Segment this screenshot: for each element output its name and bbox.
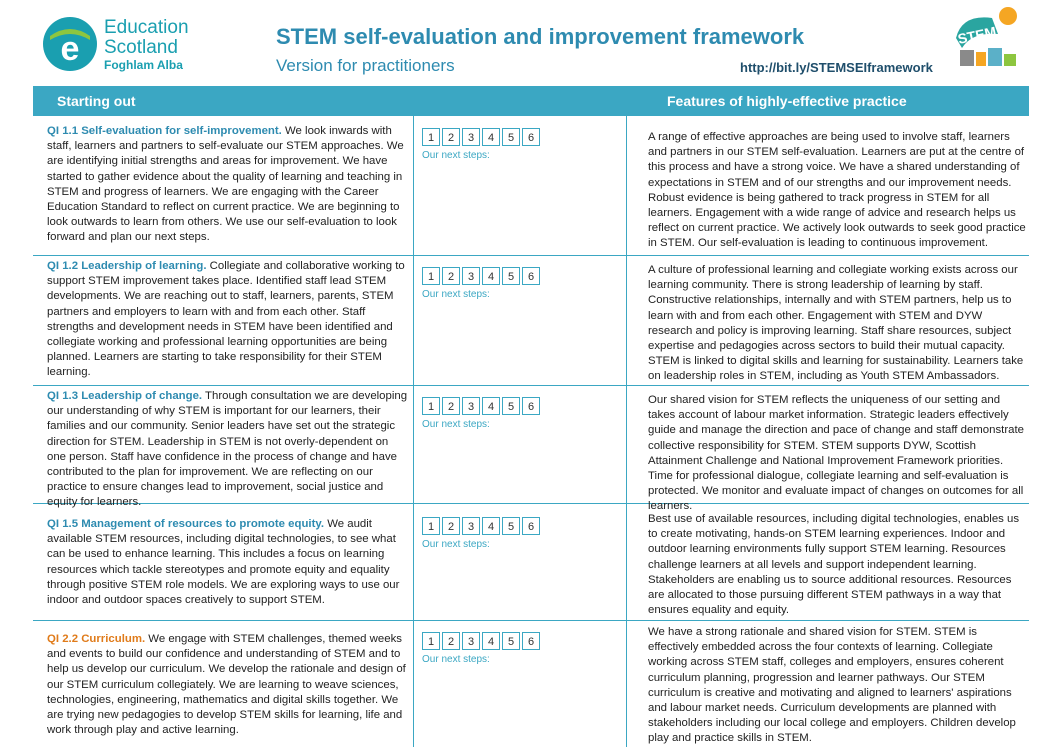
framework-link[interactable]: http://bit.ly/STEMSEIframework xyxy=(740,60,933,75)
rating-box-5[interactable]: 5 xyxy=(502,517,520,535)
qi-heading: QI 1.5 Management of resources to promote equity. xyxy=(47,518,325,530)
rating-box-5[interactable]: 5 xyxy=(502,128,520,146)
rating-box-1[interactable]: 1 xyxy=(422,517,440,535)
stem-logo-icon xyxy=(952,4,1022,74)
rating-box-3[interactable]: 3 xyxy=(462,128,480,146)
rating-box-5[interactable]: 5 xyxy=(502,632,520,650)
next-steps-label: Our next steps: xyxy=(422,654,490,665)
rating-box-1[interactable]: 1 xyxy=(422,397,440,415)
starting-out-text: Collegiate and collaborative working to support STEM improvement takes place. Identified staff lead STEM developments. We are reaching out to staff, learners, parents, STEM partners and employers to learn with and from each other. Staff strengths and development needs in STEM have been identified and collegiate working and professional learning opportunities are being planned. Learners are starting to take responsibility for their STEM learning. xyxy=(47,260,405,379)
highly-effective-cell: A culture of professional learning and collegiate working exists across our learning community. There is strong leadership of learning by staff. Constructive relationships, internally and with STEM partners, help us to learn with and from each other. Engagement with STEM and DYW research and policy is improving learning. Staff share resources, subject expertise and pedagogies across sectors to build their mutual capacity. STEM is linked to digital skills and learning for sustainability. Learners take on leadership roles in STEM, including as Youth STEM Ambassadors. xyxy=(648,264,1024,383)
rating-box-1[interactable]: 1 xyxy=(422,267,440,285)
highly-effective-cell: We have a strong rationale and shared vision for STEM. STEM is effectively embedded across the four contexts of learning. Collegiate working across STEM staff, colleges and employers, ensures coherent curriculum planning, progression and learner pathways. Our STEM curriculum is creative and motivating and aligned to learners' aspirations and labour market needs. Curriculum developments are planned with stakeholders including our local college and employers. Children develop play and practice skills in STEM. xyxy=(648,626,1016,745)
row-divider-2 xyxy=(33,385,1029,386)
rating-box-1[interactable]: 1 xyxy=(422,128,440,146)
starting-out-text: We look inwards with staff, learners and partners to self-evaluate our STEM approaches. We are identifying initial strengths and areas for improvement. We have started to gather evidence about the quality of learning and teaching in STEM and progress of learners. We are engaging with the Career Education Standard to reflect on current practice. We are beginning to look outwards to learn from others. We use our self-evaluation to look forward and plan our next steps. xyxy=(47,125,404,244)
highly-effective-cell: A range of effective approaches are being used to involve staff, learners and partners in our STEM self-evaluation. Learners are put at the centre of this process and have a strong voice. We have a shared understanding of expectations in STEM and of our strengths and our improvement needs. Robust evidence is being gathered to track progress in STEM for all learners. Engagement with a wide range of advice and research helps us reflect on current practice. We actively look outwards to seek good practice in STEM. Our self-evaluation is leading to continuous improvement. xyxy=(648,131,1026,250)
header-highly-effective: Features of highly-effective practice xyxy=(667,93,907,109)
next-steps-label: Our next steps: xyxy=(422,539,490,550)
starting-out-cell xyxy=(47,124,409,246)
rating-box-2[interactable]: 2 xyxy=(442,397,460,415)
rating-scale xyxy=(422,128,542,146)
highly-effective-cell: Best use of available resources, including digital technologies, enables us to create motivating, hands-on STEM learning experiences. Indoor and outdoor learning environments fully support STEM learning. Resources challenge learners at all levels and support independent learning. Stakeholders are enabling us to source additional resources. Resources are allocated to those pursuing different STEM pathways in a way that ensures equality and equity. xyxy=(648,513,1020,617)
svg-text:e: e xyxy=(60,30,80,68)
starting-out-text: We audit available STEM resources, including digital technologies, to see what can be used to enhance learning. This includes a focus on learning resources which tackle stereotypes and promote equity and equality through positive STEM role models. We are exploring ways to use our indoor and outdoor spaces creatively to support STEM. xyxy=(47,518,400,607)
column-divider-1 xyxy=(413,116,414,747)
rating-box-3[interactable]: 3 xyxy=(462,632,480,650)
starting-out-cell xyxy=(47,517,409,608)
rating-scale xyxy=(422,517,542,535)
starting-out-cell xyxy=(47,259,409,381)
rating-cell xyxy=(422,632,542,665)
rating-box-2[interactable]: 2 xyxy=(442,517,460,535)
rating-box-5[interactable]: 5 xyxy=(502,267,520,285)
next-steps-label: Our next steps: xyxy=(422,289,490,300)
rating-cell xyxy=(422,267,542,300)
logo-text-foghlam: Foghlam Alba xyxy=(104,58,183,72)
rating-box-2[interactable]: 2 xyxy=(442,128,460,146)
education-scotland-logo xyxy=(42,14,192,74)
column-divider-2 xyxy=(626,116,627,747)
rating-box-4[interactable]: 4 xyxy=(482,267,500,285)
starting-out-text: Through consultation we are developing our understanding of why STEM is important for our learners, their families and our community. Senior leaders have set out the strategic direction for STEM. Leadership in STEM is not overly-dependent on one person. Staff have confidence in the process of change and have contributed to the plan for improvement. We are reflecting on our practice to ensure changes lead to improvement, social justice and equity for learners. xyxy=(47,390,408,509)
rating-box-6[interactable]: 6 xyxy=(522,128,540,146)
qi-heading: QI 2.2 Curriculum. xyxy=(47,633,146,645)
rating-box-6[interactable]: 6 xyxy=(522,267,540,285)
qi-heading: QI 1.2 Leadership of learning. xyxy=(47,260,207,272)
rating-box-1[interactable]: 1 xyxy=(422,632,440,650)
qi-heading: QI 1.1 Self-evaluation for self-improvement. xyxy=(47,125,282,137)
rating-box-6[interactable]: 6 xyxy=(522,517,540,535)
highly-effective-cell: Our shared vision for STEM reflects the uniqueness of our setting and takes account of labour market information. Strategic leaders effectively guide and manage the direction and pace of change and staff demonstrate collective responsibility for STEM. STEM supports DYW, Scottish Attainment Challenge and National Improvement Framework priorities. Time for professional dialogue, collegiate learning and self-evaluation is protected. We monitor and evaluate impact of changes on outcomes for all learners. xyxy=(648,394,1024,513)
rating-box-4[interactable]: 4 xyxy=(482,397,500,415)
rating-cell xyxy=(422,397,542,430)
header-starting-out: Starting out xyxy=(57,93,136,109)
logo-text-education: Education xyxy=(104,17,189,38)
rating-box-2[interactable]: 2 xyxy=(442,632,460,650)
rating-box-3[interactable]: 3 xyxy=(462,267,480,285)
qi-heading: QI 1.3 Leadership of change. xyxy=(47,390,203,402)
row-divider-4 xyxy=(33,620,1029,621)
page-title: STEM self-evaluation and improvement framework xyxy=(276,24,805,49)
education-scotland-mark-icon xyxy=(42,16,98,72)
starting-out-text: We engage with STEM challenges, themed weeks and events to build our confidence and understanding of STEM and to help us develop our curriculum. We develop the rationale and design of our STEM curriculum collegiately. We are learning to weave sciences, technologies, engineering, mathematics and digital skills together. We are trying new pedagogies to develop STEM skills for learning, life and work through play and active learning. xyxy=(47,633,406,737)
logo-text-scotland: Scotland xyxy=(104,37,178,58)
page-subtitle: Version for practitioners xyxy=(276,56,455,75)
rating-box-6[interactable]: 6 xyxy=(522,397,540,415)
rating-scale xyxy=(422,632,542,650)
rating-box-6[interactable]: 6 xyxy=(522,632,540,650)
starting-out-cell xyxy=(47,632,409,738)
rating-cell xyxy=(422,128,542,161)
rating-scale xyxy=(422,267,542,285)
rating-box-3[interactable]: 3 xyxy=(462,517,480,535)
table-header-bar xyxy=(33,86,1029,116)
next-steps-label: Our next steps: xyxy=(422,150,490,161)
rating-box-5[interactable]: 5 xyxy=(502,397,520,415)
row-divider-1 xyxy=(33,255,1029,256)
rating-scale xyxy=(422,397,542,415)
next-steps-label: Our next steps: xyxy=(422,419,490,430)
rating-box-2[interactable]: 2 xyxy=(442,267,460,285)
rating-box-3[interactable]: 3 xyxy=(462,397,480,415)
rating-box-4[interactable]: 4 xyxy=(482,517,500,535)
svg-text:STEM: STEM xyxy=(956,23,998,47)
starting-out-cell xyxy=(47,389,409,511)
rating-box-4[interactable]: 4 xyxy=(482,128,500,146)
rating-cell xyxy=(422,517,542,550)
rating-box-4[interactable]: 4 xyxy=(482,632,500,650)
